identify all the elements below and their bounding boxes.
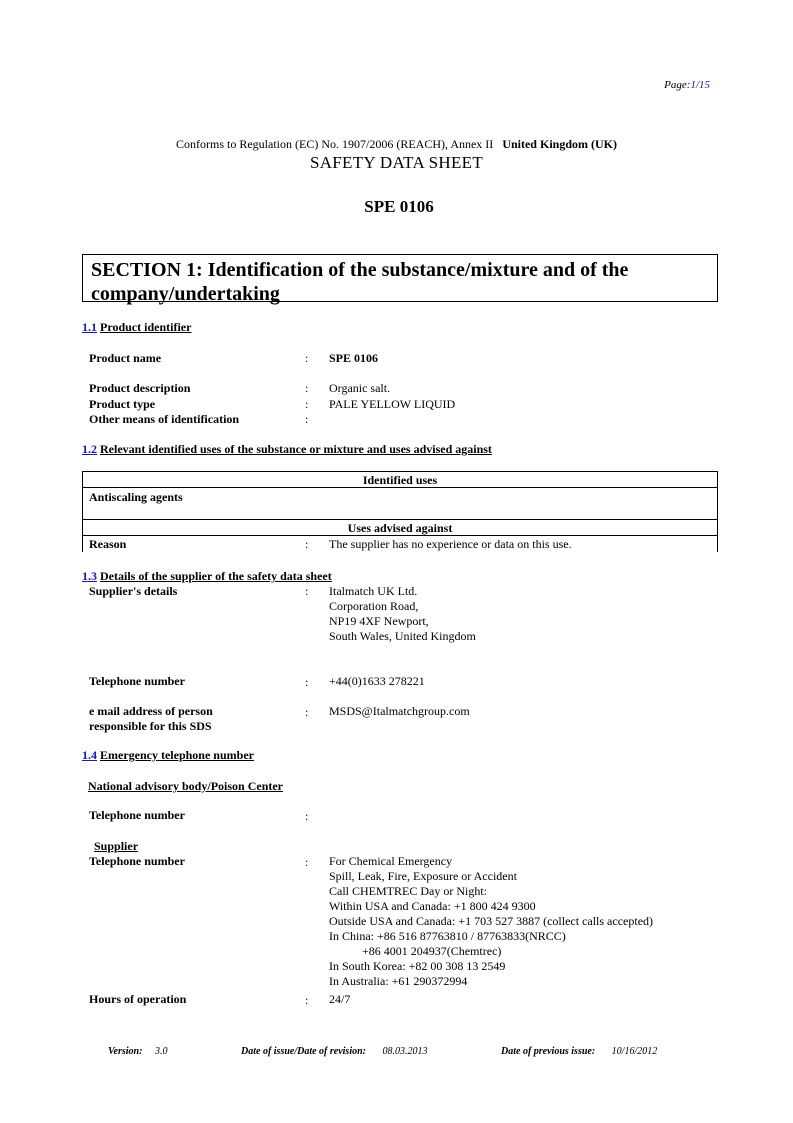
subsection-1-2-text: Relevant identified uses of the substance or mixture and uses advised against bbox=[100, 442, 492, 456]
issue-date-label: Date of issue/Date of revision: bbox=[241, 1046, 366, 1057]
colon: : bbox=[305, 705, 309, 719]
footer-previous-issue bbox=[501, 1046, 657, 1057]
subsection-1-4-heading bbox=[82, 748, 254, 763]
document-title: SAFETY DATA SHEET bbox=[309, 153, 484, 172]
email-label-line: e mail address of person bbox=[89, 704, 213, 718]
product-description-value: Organic salt. bbox=[329, 381, 391, 395]
subsection-1-3-text: Details of the supplier of the safety data sheet bbox=[100, 569, 332, 583]
subsection-1-4-text: Emergency telephone number bbox=[100, 748, 254, 762]
previous-issue-value: 10/16/2012 bbox=[611, 1046, 658, 1057]
section-1-title: SECTION 1: Identification of the substance/mixture and of the company/undertaking bbox=[82, 254, 718, 302]
footer-version bbox=[108, 1046, 167, 1057]
colon: : bbox=[305, 809, 309, 823]
colon: : bbox=[305, 397, 309, 411]
national-telephone-label: Telephone number bbox=[89, 808, 185, 822]
colon: : bbox=[305, 537, 309, 551]
colon: : bbox=[305, 855, 309, 869]
emergency-line: +86 4001 204937(Chemtrec) bbox=[362, 944, 502, 958]
telephone-label: Telephone number bbox=[89, 674, 185, 688]
address-line: South Wales, United Kingdom bbox=[329, 629, 476, 643]
subsection-1-1-heading bbox=[82, 320, 191, 335]
table-border-top bbox=[82, 471, 718, 472]
conformity-statement bbox=[0, 137, 793, 152]
subsection-1-3-link[interactable]: 1.3 bbox=[82, 569, 97, 583]
supplier-heading bbox=[94, 839, 138, 854]
product-name-label: Product name bbox=[89, 351, 162, 365]
subsection-1-2-link[interactable]: 1.2 bbox=[82, 442, 97, 456]
product-name-value: SPE 0106 bbox=[329, 351, 379, 365]
version-label: Version: bbox=[108, 1046, 143, 1057]
reason-value: The supplier has no experience or data on this use. bbox=[329, 537, 572, 551]
national-advisory-heading bbox=[88, 779, 283, 794]
emergency-line: Within USA and Canada: +1 800 424 9300 bbox=[329, 899, 536, 913]
email-value: MSDS@Italmatchgroup.com bbox=[329, 704, 470, 718]
product-type-label: Product type bbox=[89, 397, 156, 411]
emergency-line: Spill, Leak, Fire, Exposure or Accident bbox=[329, 869, 517, 883]
advised-against-header: Uses advised against bbox=[347, 521, 453, 535]
supplier-heading-text: Supplier bbox=[94, 839, 139, 853]
product-code-title: SPE 0106 bbox=[364, 197, 434, 216]
telephone-value: +44(0)1633 278221 bbox=[329, 674, 425, 688]
footer-issue-date bbox=[241, 1046, 428, 1057]
emergency-line: For Chemical Emergency bbox=[329, 854, 453, 868]
emergency-line: Outside USA and Canada: +1 703 527 3887 (collect calls accepted) bbox=[329, 914, 654, 928]
table-divider bbox=[82, 519, 718, 520]
subsection-1-2-heading bbox=[82, 442, 492, 457]
supplier-details-label: Supplier's details bbox=[89, 584, 178, 598]
emergency-line: In Australia: +61 290372994 bbox=[329, 974, 468, 988]
product-type-value: PALE YELLOW LIQUID bbox=[329, 397, 456, 411]
identified-use-item: Antiscaling agents bbox=[89, 490, 183, 504]
emergency-line: Call CHEMTREC Day or Night: bbox=[329, 884, 487, 898]
previous-issue-label: Date of previous issue: bbox=[501, 1046, 596, 1057]
address-line: Italmatch UK Ltd. bbox=[329, 584, 418, 598]
supplier-address bbox=[329, 584, 476, 644]
colon: : bbox=[305, 412, 309, 426]
other-identification-label: Other means of identification bbox=[89, 412, 240, 426]
national-advisory-text: National advisory body/Poison Center bbox=[88, 779, 284, 793]
colon: : bbox=[305, 351, 309, 365]
colon: : bbox=[305, 381, 309, 395]
reason-label: Reason bbox=[89, 537, 127, 551]
conforms-text: Conforms to Regulation (EC) No. 1907/2006 (REACH), Annex II bbox=[176, 137, 494, 151]
supplier-telephone-label: Telephone number bbox=[89, 854, 185, 868]
email-label bbox=[89, 704, 213, 734]
hours-label: Hours of operation bbox=[89, 992, 187, 1006]
version-value: 3.0 bbox=[154, 1046, 168, 1057]
subsection-1-4-link[interactable]: 1.4 bbox=[82, 748, 97, 762]
conforms-country: United Kingdom (UK) bbox=[502, 137, 617, 151]
emergency-line: In South Korea: +82 00 308 13 2549 bbox=[329, 959, 506, 973]
product-description-label: Product description bbox=[89, 381, 191, 395]
page-label: Page: bbox=[664, 79, 691, 91]
emergency-line: In China: +86 516 87763810 / 87763833(NRCC) bbox=[329, 929, 566, 943]
colon: : bbox=[305, 993, 309, 1007]
subsection-1-1-link[interactable]: 1.1 bbox=[82, 320, 97, 334]
page-value: 1/15 bbox=[690, 79, 710, 91]
subsection-1-3-heading bbox=[82, 569, 332, 584]
issue-date-value: 08.03.2013 bbox=[382, 1046, 428, 1057]
colon: : bbox=[305, 675, 309, 689]
subsection-1-1-text: Product identifier bbox=[100, 320, 192, 334]
colon: : bbox=[305, 584, 309, 598]
address-line: Corporation Road, bbox=[329, 599, 419, 613]
hours-value: 24/7 bbox=[329, 992, 351, 1006]
address-line: NP19 4XF Newport, bbox=[329, 614, 429, 628]
identified-uses-header: Identified uses bbox=[362, 473, 438, 487]
emergency-phone-block bbox=[329, 854, 653, 989]
email-label-line: responsible for this SDS bbox=[89, 719, 212, 733]
page-number bbox=[600, 79, 710, 91]
